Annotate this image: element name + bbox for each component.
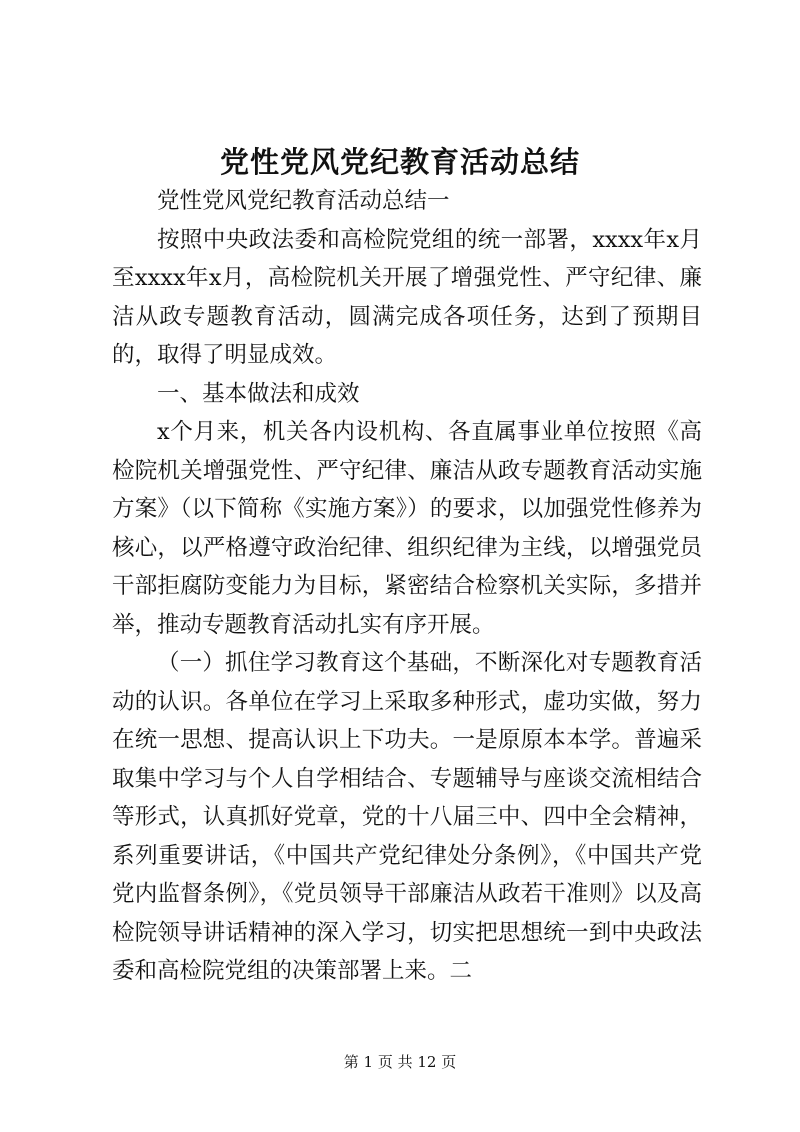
page-number-footer: 第 1 页 共 12 页 <box>343 1053 457 1071</box>
paragraph: x个月来，机关各内设机构、各直属事业单位按照《高检院机关增强党性、严守纪律、廉洁从政专题教育活动实施方案》（以下简称《实施方案》）的要求，以加强党性修养为核心，以严格遵守政治纪律、组织纪律为主线，以增强党员干部拒腐防变能力为目标，紧密结合检察机关实际，多措并举，推动专题教育活动扎实有序开展。 <box>112 419 702 638</box>
document-title: 党性党风党纪教育活动总结 <box>219 145 580 179</box>
document-body <box>112 182 702 991</box>
paragraph: （一）抓住学习教育这个基础，不断深化对专题教育活动的认识。各单位在学习上采取多种形式，虚功实做，努力在统一思想、提高认识上下功夫。一是原原本本学。普遍采取集中学习与个人自学相结合、专题辅导与座谈交流相结合等形式，认真抓好党章，党的十八届三中、四中全会精神，系列重要讲话，《中国共产党纪律处分条例》，《中国共产党党内监督条例》，《党员领导干部廉洁从政若干准则》以及高检院领导讲话精神的深入学习，切实把思想统一到中央政法委和高检院党组的决策部署上来。二 <box>112 650 702 984</box>
section-heading: 一、基本做法和成效 <box>157 380 360 407</box>
section-heading: 党性党风党纪教育活动总结一 <box>157 188 450 214</box>
paragraph: 按照中央政法委和高检院党组的统一部署，xxxx年x月至xxxx年x月，高检院机关开展了增强党性、严守纪律、廉洁从政专题教育活动，圆满完成各项任务，达到了预期目的，取得了明显成效。 <box>112 226 702 368</box>
